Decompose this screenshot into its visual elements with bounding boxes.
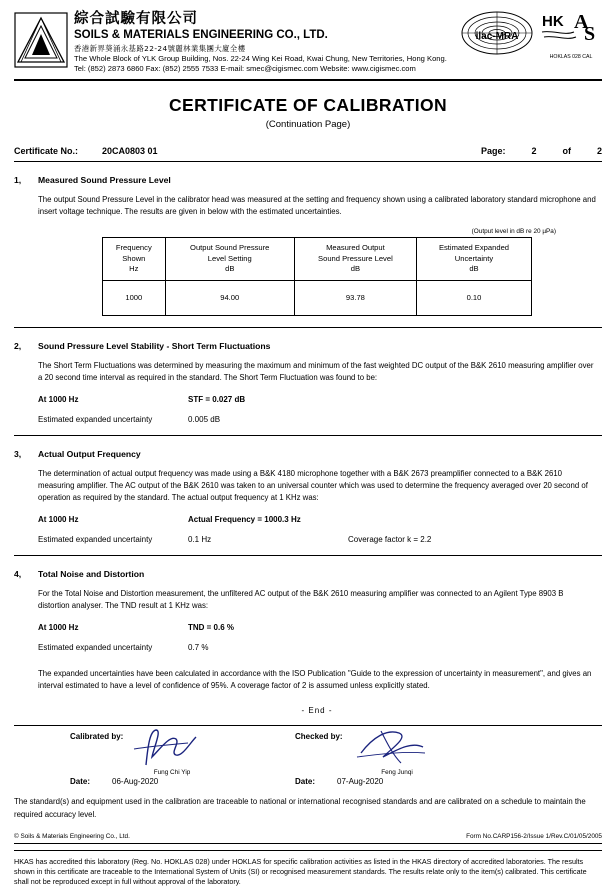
- hkas-mark: [540, 10, 602, 60]
- triangle-logo-icon: [14, 12, 68, 68]
- hkas-accreditation-statement: HKAS has accredited this laboratory (Reg. No. HOKLAS 028) under HOKLAS for specific calibration activities as listed in the HKAS directory of accredited laboratories. The results shown in this certificate are traceable to the International System of Units (SI) or recognised measurement standards. The results relate only to the item(s) calibrated. This certificate shall not be reproduced except in full without approval of the laboratory.: [14, 850, 602, 888]
- uncertainty-label: Estimated expanded uncertainty: [38, 535, 153, 545]
- uncertainty-statement: The expanded uncertainties have been calculated in accordance with the ISO Publication "Guide to the expression of uncertainty in measurement", and gives an interval estimated to have a level of confidence of 95%. A coverage factor of 2 is assumed unless explicitly stated.: [38, 669, 592, 691]
- hkas-registration-label: HOKLAS 028 CAL: [549, 54, 593, 60]
- certificate-header-row: [14, 146, 602, 162]
- checked-date-value: 07-Aug-2020: [337, 777, 384, 787]
- result-condition: At 1000 Hz: [38, 623, 79, 633]
- result-row: [38, 395, 596, 404]
- ilac-mra-mark: [460, 10, 534, 56]
- certificate-no-value: 20CA0803 01: [102, 145, 158, 156]
- ilac-mra-icon: [460, 10, 534, 56]
- section-number: 2,: [14, 340, 22, 351]
- section-title: Measured Sound Pressure Level: [38, 174, 171, 185]
- results-table: [102, 237, 532, 316]
- checked-by-signature: [295, 739, 520, 769]
- col-output-setting: Output Sound Pressure Level Setting dB: [165, 237, 294, 280]
- company-address-cn: 香港新界葵涌永基路22-24號麗林業集團大廈全樓: [74, 44, 246, 54]
- document-header: [14, 10, 602, 81]
- page-of-label: of: [562, 145, 571, 156]
- result-value: Actual Frequency = 1000.3 Hz: [188, 515, 301, 525]
- cell-uncertainty: 0.10: [416, 280, 531, 315]
- result-extra: [348, 515, 596, 524]
- divider: [14, 435, 602, 436]
- section-number: 3,: [14, 448, 22, 459]
- section-title: Sound Pressure Level Stability - Short Term Fluctuations: [38, 340, 271, 351]
- page-number: 2: [531, 145, 537, 156]
- signature-block: [14, 725, 602, 786]
- section-title: Total Noise and Distortion: [38, 569, 145, 580]
- cell-frequency: 1000: [103, 280, 166, 315]
- calibrated-by-column: [70, 732, 295, 786]
- document-footer: [14, 833, 602, 844]
- company-logo: [14, 10, 70, 68]
- section-total-noise-distortion: [14, 569, 602, 715]
- result-extra: [348, 395, 596, 404]
- uncertainty-extra: [348, 415, 596, 424]
- accreditation-marks: [452, 10, 602, 60]
- section-number: 1,: [14, 174, 22, 185]
- checked-by-column: [295, 732, 520, 786]
- table-row: [103, 280, 532, 315]
- section-title: Actual Output Frequency: [38, 448, 141, 459]
- uncertainty-row: [38, 535, 596, 544]
- uncertainty-label: Estimated expanded uncertainty: [38, 643, 153, 653]
- footer-form-no: Form No.CARP156-2/Issue 1/Rev.C/01/05/2005: [466, 832, 602, 840]
- traceability-note: The standard(s) and equipment used in the calibration are traceable to national or international recognised standards and are calibrated on a schedule to maintain the required accuracy level.: [14, 797, 586, 819]
- result-condition: At 1000 Hz: [38, 394, 79, 404]
- col-measured-output: Measured Output Sound Pressure Level dB: [294, 237, 416, 280]
- table-unit-note: (Output level in dB re 20 µPa): [471, 227, 556, 235]
- result-condition: At 1000 Hz: [38, 515, 79, 525]
- section-actual-frequency: [14, 449, 602, 544]
- uncertainty-value: 0.7 %: [188, 643, 209, 653]
- section-paragraph: For the Total Noise and Distortion measurement, the unfiltered AC output of the B&K 2610 measuring amplifier was connected to an Agilent Type 8903 B distortion analyser. The TND result at 1 KHz was:: [38, 589, 564, 611]
- result-row: [38, 515, 596, 524]
- company-name-cn: 綜合試驗有限公司: [74, 11, 198, 27]
- divider: [14, 555, 602, 556]
- calibrated-date-label: Date:: [70, 777, 91, 787]
- section-paragraph: The Short Term Fluctuations was determined by measuring the maximum and minimum of the fast weighted DC output of the B&K 2610 measuring amplifier over a 20 second time interval as required in the standard. The Short Term Fluctuation was found to be:: [38, 360, 594, 382]
- uncertainty-value: 0.005 dB: [188, 414, 221, 424]
- page-total: 2: [596, 145, 602, 156]
- checked-date-label: Date:: [295, 777, 316, 787]
- svg-text:S: S: [584, 23, 596, 45]
- certificate-no-label: Certificate No.:: [14, 145, 79, 156]
- company-contact: Tel: (852) 2873 6860 Fax: (852) 2555 7533 E-mail: smec@cigismec.com Website: www.cigismec.com: [74, 64, 416, 74]
- calibrated-by-signature: [70, 739, 295, 769]
- uncertainty-value: 0.1 Hz: [188, 535, 212, 545]
- company-block: [70, 10, 452, 75]
- result-extra: [348, 623, 596, 632]
- divider: [14, 327, 602, 328]
- cell-measured-output: 93.78: [294, 280, 416, 315]
- svg-text:A: A: [574, 11, 589, 33]
- svg-text:HK: HK: [542, 13, 564, 30]
- hkas-logo-icon: [540, 10, 602, 50]
- calibrated-by-label: Calibrated by:: [70, 732, 124, 742]
- end-marker: - End -: [301, 706, 333, 716]
- cell-output-setting: 94.00: [165, 280, 294, 315]
- col-frequency: Frequency Shown Hz: [103, 237, 166, 280]
- page-title: CERTIFICATE OF CALIBRATION: [168, 94, 448, 115]
- col-uncertainty: Estimated Expanded Uncertainty dB: [416, 237, 531, 280]
- uncertainty-extra: [348, 643, 596, 652]
- page-subtitle: (Continuation Page): [265, 118, 351, 130]
- calibrated-date-value: 06-Aug-2020: [112, 777, 159, 787]
- svg-text:ilac-MRA: ilac-MRA: [475, 31, 519, 42]
- section-paragraph: The determination of actual output frequency was made using a B&K 4180 microphone together with a B&K 2673 preamplifier connected to a B&K 2610 measuring amplifier. The AC output of the B&K 2610 was taken to an universal counter which was used to determine the frequency averaged over 20 second of operation as required by the standard. The actual output frequency at 1 KHz was:: [38, 468, 588, 503]
- company-name-en: SOILS & MATERIALS ENGINEERING CO., LTD.: [74, 28, 328, 41]
- section-number: 4,: [14, 569, 22, 580]
- result-value: TND = 0.6 %: [188, 623, 235, 633]
- section-spl-stability: [14, 341, 602, 424]
- uncertainty-row: [38, 415, 596, 424]
- signature-icon: [351, 727, 441, 767]
- result-row: [38, 623, 596, 632]
- result-value: STF = 0.027 dB: [188, 394, 246, 404]
- table-header-row: [103, 237, 532, 280]
- page-label: Page:: [480, 145, 506, 156]
- uncertainty-label: Estimated expanded uncertainty: [38, 414, 153, 424]
- signature-icon: [126, 727, 216, 767]
- footer-copyright: © Soils & Materials Engineering Co., Ltd.: [14, 832, 130, 840]
- section-paragraph: The output Sound Pressure Level in the calibrator head was measured at the setting and frequency shown using a calibrated laboratory standard microphone and insert voltage technique. The results are given in below with the estimated uncertainties.: [38, 194, 596, 216]
- calibrated-by-name: Fung Chi Yip: [153, 769, 191, 777]
- section-measured-spl: [14, 175, 602, 316]
- company-address-en: The Whole Block of YLK Group Building, Nos. 22-24 Wing Kei Road, Kwai Chung, New Territories, Hong Kong.: [74, 54, 447, 64]
- checked-by-name: Feng Junqi: [381, 769, 413, 777]
- uncertainty-row: [38, 643, 596, 652]
- checked-by-label: Checked by:: [295, 732, 343, 742]
- page-indicator: [481, 146, 602, 156]
- coverage-factor: Coverage factor k = 2.2: [348, 535, 432, 545]
